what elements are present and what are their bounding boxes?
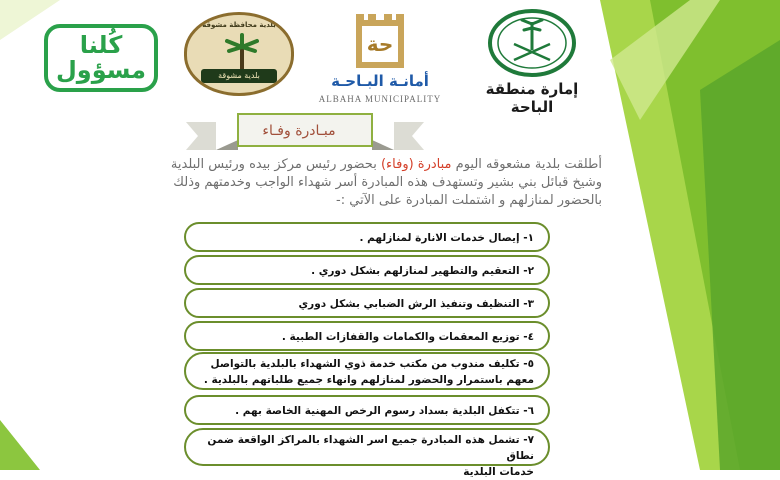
seal-banner-text: بلدية مشوقة [201, 69, 277, 83]
albaha-name-arabic: أمانـة البـاحـة [331, 72, 429, 90]
initiative-item-4 [184, 321, 550, 351]
initiative-name-highlight: مبادرة (وفاء) [380, 157, 452, 172]
item-text: ٣- التنظيف وتنفيذ الرش الضبابي بشكل دوري [298, 298, 534, 310]
intro-text-part2: بحضور رئيس مركز بيده ورئيس البلدية وشيخ قبائل بني بشير وتستهدف هذه المبادرة أسر شهداء الواجب وخدمتهم وذلك بالحضور لمنازلهم و اشتملت المبادرة على الآتي :- [170, 157, 602, 208]
intro-paragraph [140, 156, 602, 210]
mashouqa-municipality-seal [184, 12, 294, 96]
kulluna-logo-line1: كُلنا [79, 30, 123, 59]
emirate-name-arabic: إمارة منطقة الباحة [485, 80, 579, 116]
item-text: ٢- التعقيم والتطهير لمنازلهم بشكل دوري . [311, 265, 534, 277]
item-text: ٤- توزيع المعقمات والكمامات والقفازات الطبية . [281, 331, 534, 343]
item-text: ٦- تتكفل البلدية بسداد رسوم الرخص المهنية الخاصة بهم . [235, 405, 534, 417]
albaha-municipality-logo [310, 10, 450, 106]
kulluna-logo-line2: مسؤول [55, 56, 147, 84]
kulluna-masool-logo [44, 24, 158, 92]
item-text-line2: معهم باستمرار والحضور لمنازلهم وانهاء جميع طلباتهم بالبلدية . [203, 374, 534, 386]
item-text-line1: ٥- تكليف مندوب من مكتب خدمة ذوي الشهداء بالبلدية بالتواصل [210, 358, 534, 370]
albaha-logo-mark: حة [366, 32, 394, 56]
intro-text-part1: أطلقت بلدية مشعوقه اليوم [451, 157, 602, 172]
albaha-emirate-logo [462, 8, 602, 116]
initiative-item-7 [184, 428, 550, 478]
initiative-item-6 [184, 395, 550, 425]
saudi-emblem-icon [486, 8, 578, 78]
item-text: ١- إيصال خدمات الانارة لمنازلهم . [359, 232, 534, 244]
seal-ring-text: بلدية محافظة مشوقة [202, 21, 276, 29]
initiative-item-2 [184, 255, 550, 285]
initiative-item-1 [184, 222, 550, 252]
initiative-item-3 [184, 288, 550, 318]
item-text-line1: ٧- تشمل هذه المبادرة جميع اسر الشهداء بالمراكز الواقعة ضمن نطاق [207, 434, 534, 462]
item-text-line2: خدمات البلدية [463, 466, 534, 478]
initiative-title: مبـادرة وفـاء [262, 123, 336, 139]
albaha-name-english: ALBAHA MUNICIPALITY [318, 94, 442, 104]
initiative-item-5 [184, 352, 550, 390]
